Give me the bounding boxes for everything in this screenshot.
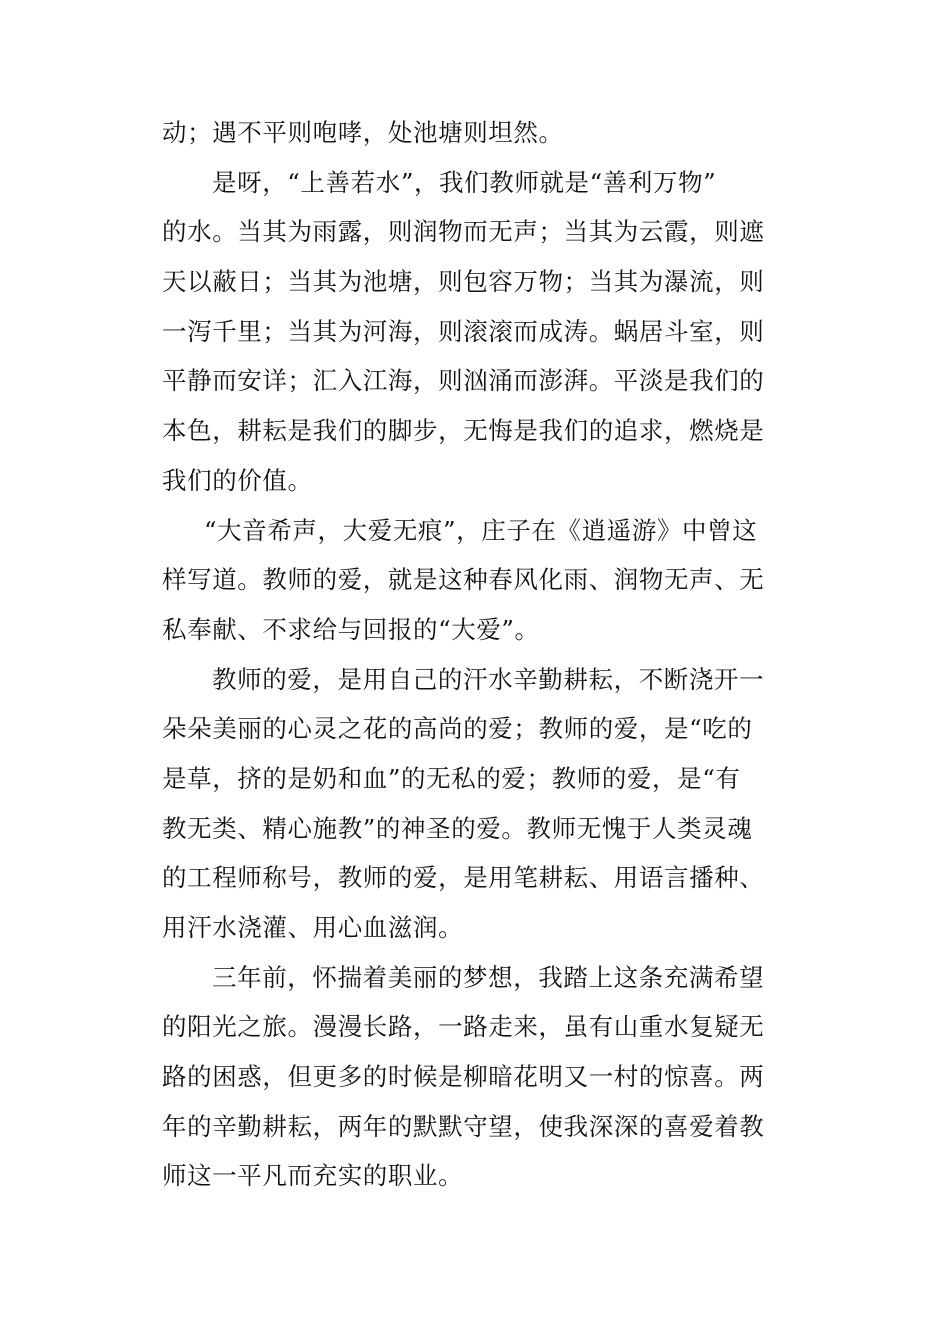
text-line: 天以蔽日；当其为池塘，则包容万物；当其为瀑流，则	[162, 267, 765, 297]
document-body	[162, 108, 792, 1201]
text-line: 是草，挤的是奶和血”的无私的爱；教师的爱，是“有	[162, 763, 741, 793]
paragraph	[162, 655, 792, 953]
text-line: 我们的价值。	[162, 465, 313, 495]
paragraph	[162, 953, 792, 1201]
text-line: 是呀，“上善若水”，我们教师就是“善利万物”	[212, 167, 717, 197]
text-line: 师这一平凡而充实的职业。	[162, 1161, 464, 1191]
text-line: 路的困惑，但更多的时候是柳暗花明又一村的惊喜。两	[162, 1062, 765, 1092]
paragraph	[162, 158, 792, 506]
text-line: 朵朵美丽的心灵之花的高尚的爱；教师的爱，是“吃的	[162, 714, 753, 744]
text-line: 平静而安详；汇入江海，则汹涌而澎湃。平淡是我们的	[162, 366, 765, 396]
text-line: 样写道。教师的爱，就是这种春风化雨、润物无声、无	[162, 565, 765, 595]
text-line: 的阳光之旅。漫漫长路，一路走来，虽有山重水复疑无	[162, 1012, 765, 1042]
text-line: 本色，耕耘是我们的脚步，无悔是我们的追求，燃烧是	[162, 416, 765, 446]
paragraph	[162, 506, 792, 655]
text-line: 三年前，怀揣着美丽的梦想，我踏上这条充满希望	[212, 962, 765, 992]
text-line: 教师的爱，是用自己的汗水辛勤耕耘，不断浇开一	[212, 664, 765, 694]
text-line: 的水。当其为雨露，则润物而无声；当其为云霞，则遮	[162, 217, 765, 247]
text-line: 的工程师称号，教师的爱，是用笔耕耘、用语言播种、	[162, 863, 765, 893]
text-line: 一泻千里；当其为河海，则滚滚而成涛。蜗居斗室，则	[162, 316, 765, 346]
text-line: 年的辛勤耕耘，两年的默默守望，使我深深的喜爱着教	[162, 1111, 765, 1141]
text-line: 动；遇不平则咆哮，处池塘则坦然。	[162, 118, 564, 147]
text-line: 教无类、精心施教”的神圣的爱。教师无愧于人类灵魂	[162, 813, 753, 843]
text-line: 私奉献、不求给与回报的“大爱”。	[162, 614, 540, 644]
text-line: 用汗水浇灌、用心血滋润。	[162, 913, 464, 942]
text-line: “大音希声，大爱无痕”，庄子在《逍遥游》中曾这	[204, 515, 758, 545]
paragraph	[162, 108, 792, 158]
